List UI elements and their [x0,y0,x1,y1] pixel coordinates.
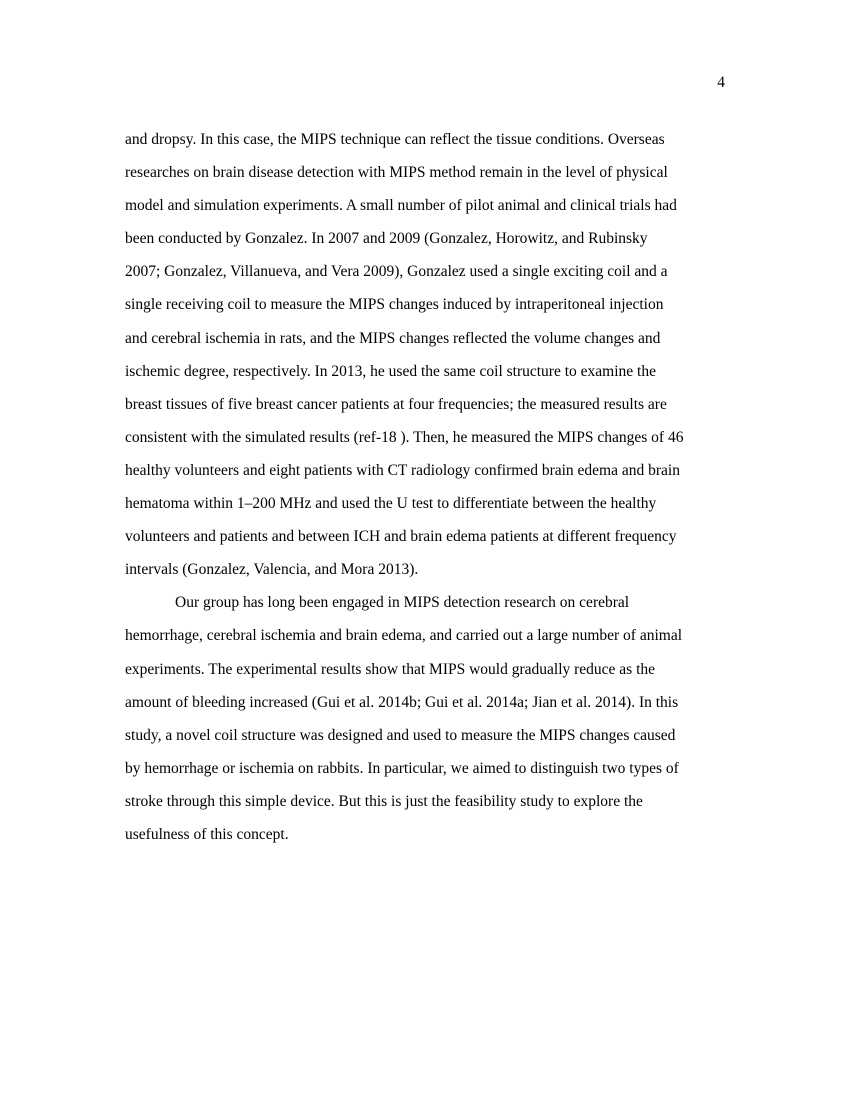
text-line: researches on brain disease detection with MIPS method remain in the level of physical [125,164,668,182]
text-line: and dropsy. In this case, the MIPS technique can reflect the tissue conditions. Overseas [125,131,665,148]
text-line: Our group has long been engaged in MIPS detection research on cerebral [175,594,630,612]
text-line: by hemorrhage or ischemia on rabbits. In particular, we aimed to distinguish two types of [125,759,679,777]
text-line: hemorrhage, cerebral ischemia and brain edema, and carried out a large number of animal [125,627,683,645]
text-line: model and simulation experiments. A small number of pilot animal and clinical trials had [125,197,677,215]
paragraph-2 [125,592,725,857]
text-line: healthy volunteers and eight patients with CT radiology confirmed brain edema and brain [125,461,680,479]
text-line: 2007; Gonzalez, Villanueva, and Vera 2009), Gonzalez used a single exciting coil and a [125,263,668,281]
text-line: and cerebral ischemia in rats, and the MIPS changes reflected the volume changes and [125,329,661,347]
text-line: volunteers and patients and between ICH and brain edema patients at different frequency [125,528,677,546]
body-text [125,129,725,857]
text-line: breast tissues of five breast cancer patients at four frequencies; the measured results are [125,395,667,413]
page-number: 4 [717,74,725,91]
text-line: consistent with the simulated results (ref-18 ). Then, he measured the MIPS changes of 46 [125,428,684,446]
text-line: single receiving coil to measure the MIPS changes induced by intraperitoneal injection [125,296,664,314]
text-line: ischemic degree, respectively. In 2013, he used the same coil structure to examine the [125,362,656,380]
paragraph-1 [125,129,725,592]
text-line: been conducted by Gonzalez. In 2007 and 2009 (Gonzalez, Horowitz, and Rubinsky [125,230,648,248]
text-line: experiments. The experimental results show that MIPS would gradually reduce as the [125,660,656,678]
text-line: usefulness of this concept. [125,825,289,843]
text-line: stroke through this simple device. But this is just the feasibility study to explore the [125,792,643,810]
text-line: study, a novel coil structure was designed and used to measure the MIPS changes caused [125,726,676,744]
text-line: amount of bleeding increased (Gui et al. 2014b; Gui et al. 2014a; Jian et al. 2014). In this [125,693,679,711]
text-line: hematoma within 1–200 MHz and used the U test to differentiate between the healthy [125,495,657,513]
text-line: intervals (Gonzalez, Valencia, and Mora 2013). [125,561,419,579]
